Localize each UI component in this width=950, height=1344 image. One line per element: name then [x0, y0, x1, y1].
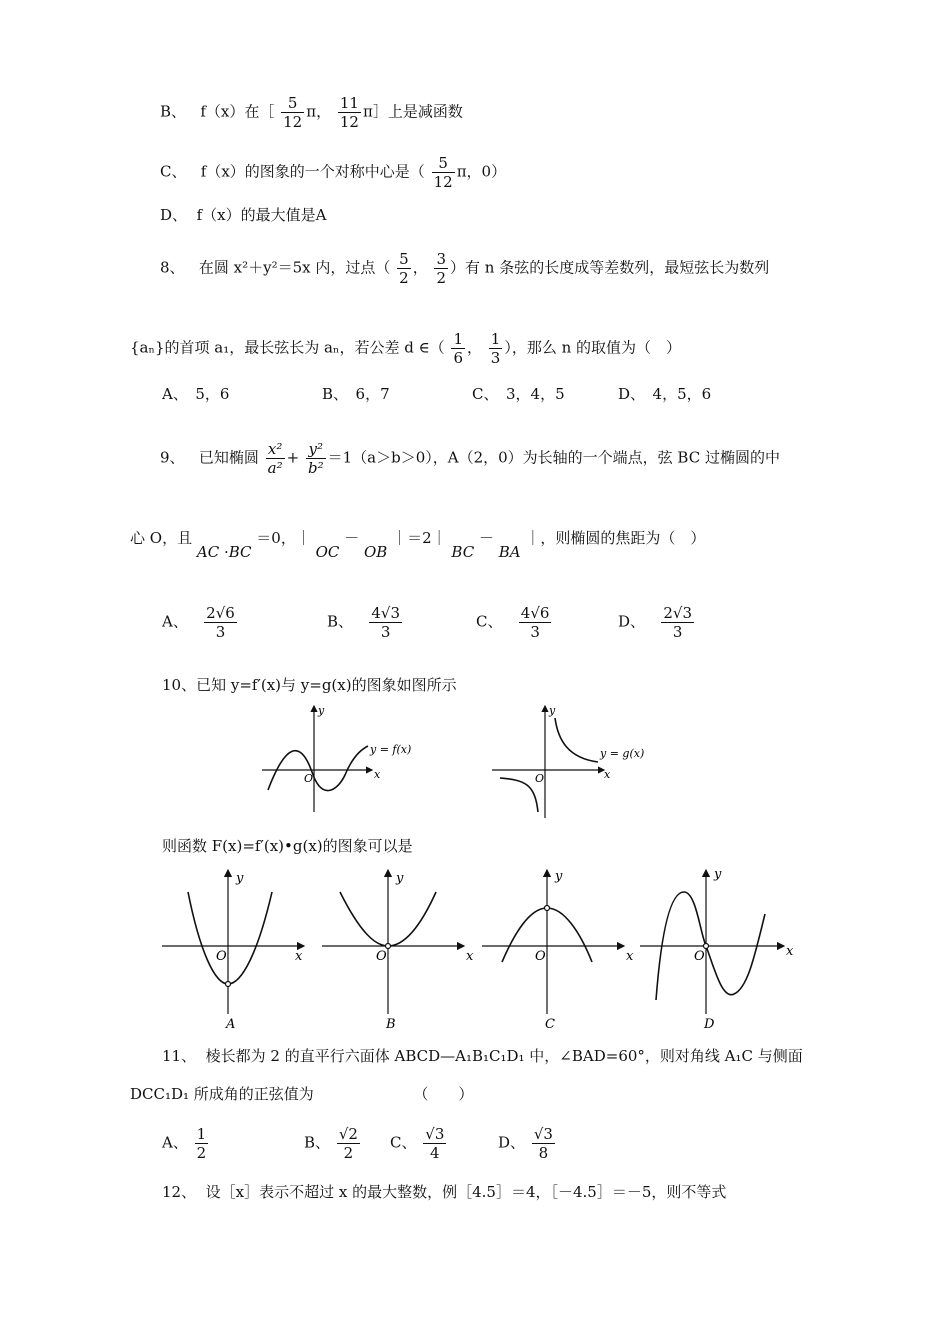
q8-stem-line2: {aₙ}的首项 a₁，最长弦长为 aₙ，若公差 d ∈（ $\frac{1}{6}$ ， $\frac{1}{3}$ ），那么 n 的取值为（ ） — [130, 330, 682, 367]
q9-option-c: C、 $\frac{4√6}{3}$ — [476, 604, 550, 641]
q8-option-d: D、 4，5，6 — [618, 385, 712, 403]
q8-option-a: A、 5，6 — [162, 385, 230, 403]
svg-text:O: O — [304, 772, 314, 785]
fraction: $\frac{11}{12}$ — [339, 94, 359, 131]
svg-text:O: O — [694, 949, 705, 964]
q7-option-b: B、 f（x）在［ $\frac{5}{12}$ π， $\frac{11}{12}$ π］上是减函数 — [160, 94, 463, 131]
graph-f-prime — [262, 704, 411, 812]
q10-stem: 10、已知 y=f′(x)与 y=g(x)的图象如图所示 — [162, 676, 457, 694]
fraction: $\frac{1}{3}$ — [490, 330, 501, 367]
q11-option-c: C、 $\frac{√3}{4}$ — [390, 1125, 445, 1162]
graph-g — [492, 704, 644, 818]
fraction: $\frac{3}{2}$ — [436, 250, 447, 287]
choice-graph-c — [482, 869, 634, 1032]
svg-text:x: x — [374, 768, 381, 781]
q8-stem-line1: 8、 在圆 x²＋y²＝5x 内，过点（ $\frac{5}{2}$ ， $\frac{3}{2}$ ）有 n 条弦的长度成等差数列，最短弦长为数列 — [160, 250, 770, 287]
q10-stem2: 则函数 F(x)=f′(x)•g(x)的图象可以是 — [162, 837, 413, 855]
choice-label-b: B — [386, 1017, 396, 1032]
fraction: $\frac{5}{12}$ — [433, 154, 453, 191]
q9-option-d: D、 $\frac{2√3}{3}$ — [618, 604, 692, 641]
q8-option-c: C、 3，4，5 — [472, 385, 565, 403]
svg-text:O: O — [376, 949, 387, 964]
svg-text:y: y — [555, 869, 563, 884]
q9-stem-line2: 心 O，且 AC ·BC ＝0，｜ OC － OB ｜＝2｜ BC － BA ｜，则椭圆的焦距为（ ） — [130, 529, 706, 561]
q12-stem: 12、 设［x］表示不超过 x 的最大整数，例［4.5］＝4，［－4.5］＝－5，则不等式 — [162, 1183, 727, 1201]
svg-text:O: O — [216, 949, 227, 964]
fraction: $\frac{1}{6}$ — [453, 330, 464, 367]
fraction: $\frac{\text{y²}}{\text{b²}}$ — [307, 440, 324, 477]
fraction: $\frac{5}{12}$ — [283, 94, 303, 131]
choice-graph-a — [162, 870, 304, 1032]
q11-stem-line1: 11、 棱长都为 2 的直平行六面体 ABCD—A₁B₁C₁D₁ 中，∠BAD=60°，则对角线 A₁C 与侧面 — [162, 1047, 803, 1065]
fraction: $\frac{\text{x²}}{\text{a²}}$ — [267, 440, 283, 477]
svg-text:O: O — [535, 949, 546, 964]
q8-option-b: B、 6，7 — [322, 385, 390, 403]
fraction: $\frac{5}{2}$ — [399, 250, 409, 287]
q9-option-b: B、 $\frac{4√3}{3}$ — [327, 604, 400, 641]
svg-text:x: x — [786, 944, 794, 959]
q10-given-graphs — [0, 700, 950, 820]
choice-label-d: D — [704, 1017, 715, 1032]
q11-option-d: D、 $\frac{√3}{8}$ — [498, 1125, 553, 1162]
choice-graph-d — [640, 867, 794, 1032]
choice-label-c: C — [545, 1017, 555, 1032]
svg-text:y: y — [318, 704, 325, 717]
q11-option-a: A、 $\frac{1}{2}$ — [162, 1125, 207, 1162]
svg-text:y = f(x): y = f(x) — [370, 743, 412, 756]
svg-text:O: O — [535, 772, 545, 785]
svg-text:x: x — [626, 949, 634, 964]
svg-text:y: y — [549, 704, 556, 717]
choice-graph-b — [322, 870, 474, 1032]
svg-text:y: y — [236, 871, 244, 886]
q7-option-d: D、 f（x）的最大值是A — [160, 206, 327, 224]
svg-text:x: x — [295, 949, 303, 964]
svg-text:y: y — [714, 867, 722, 882]
svg-text:y: y — [396, 871, 404, 886]
q9-stem-line1: 9、 已知椭圆 $\frac{\text{x²}}{\text{a²}}$ + $\frac{\text{y²}}{\text{b²}}$ ＝1（a＞b＞0），A（2，0）为长轴的一个端点，弦 BC 过椭圆的中 — [160, 440, 780, 477]
q7-option-c: C、 f（x）的图象的一个对称中心是（ $\frac{5}{12}$ π，0） — [160, 154, 507, 191]
svg-text:x: x — [604, 768, 611, 781]
svg-text:x: x — [466, 949, 474, 964]
q10-choice-graphs — [0, 862, 950, 1034]
q11-option-b: B、 $\frac{√2}{2}$ — [304, 1125, 358, 1162]
svg-text:y = g(x): y = g(x) — [600, 747, 645, 760]
q11-stem-line2: DCC₁D₁ 所成角的正弦值为 （ ） — [130, 1085, 474, 1103]
q9-option-a: A、 $\frac{2√6}{3}$ — [162, 604, 235, 641]
choice-label-a: A — [226, 1017, 236, 1032]
